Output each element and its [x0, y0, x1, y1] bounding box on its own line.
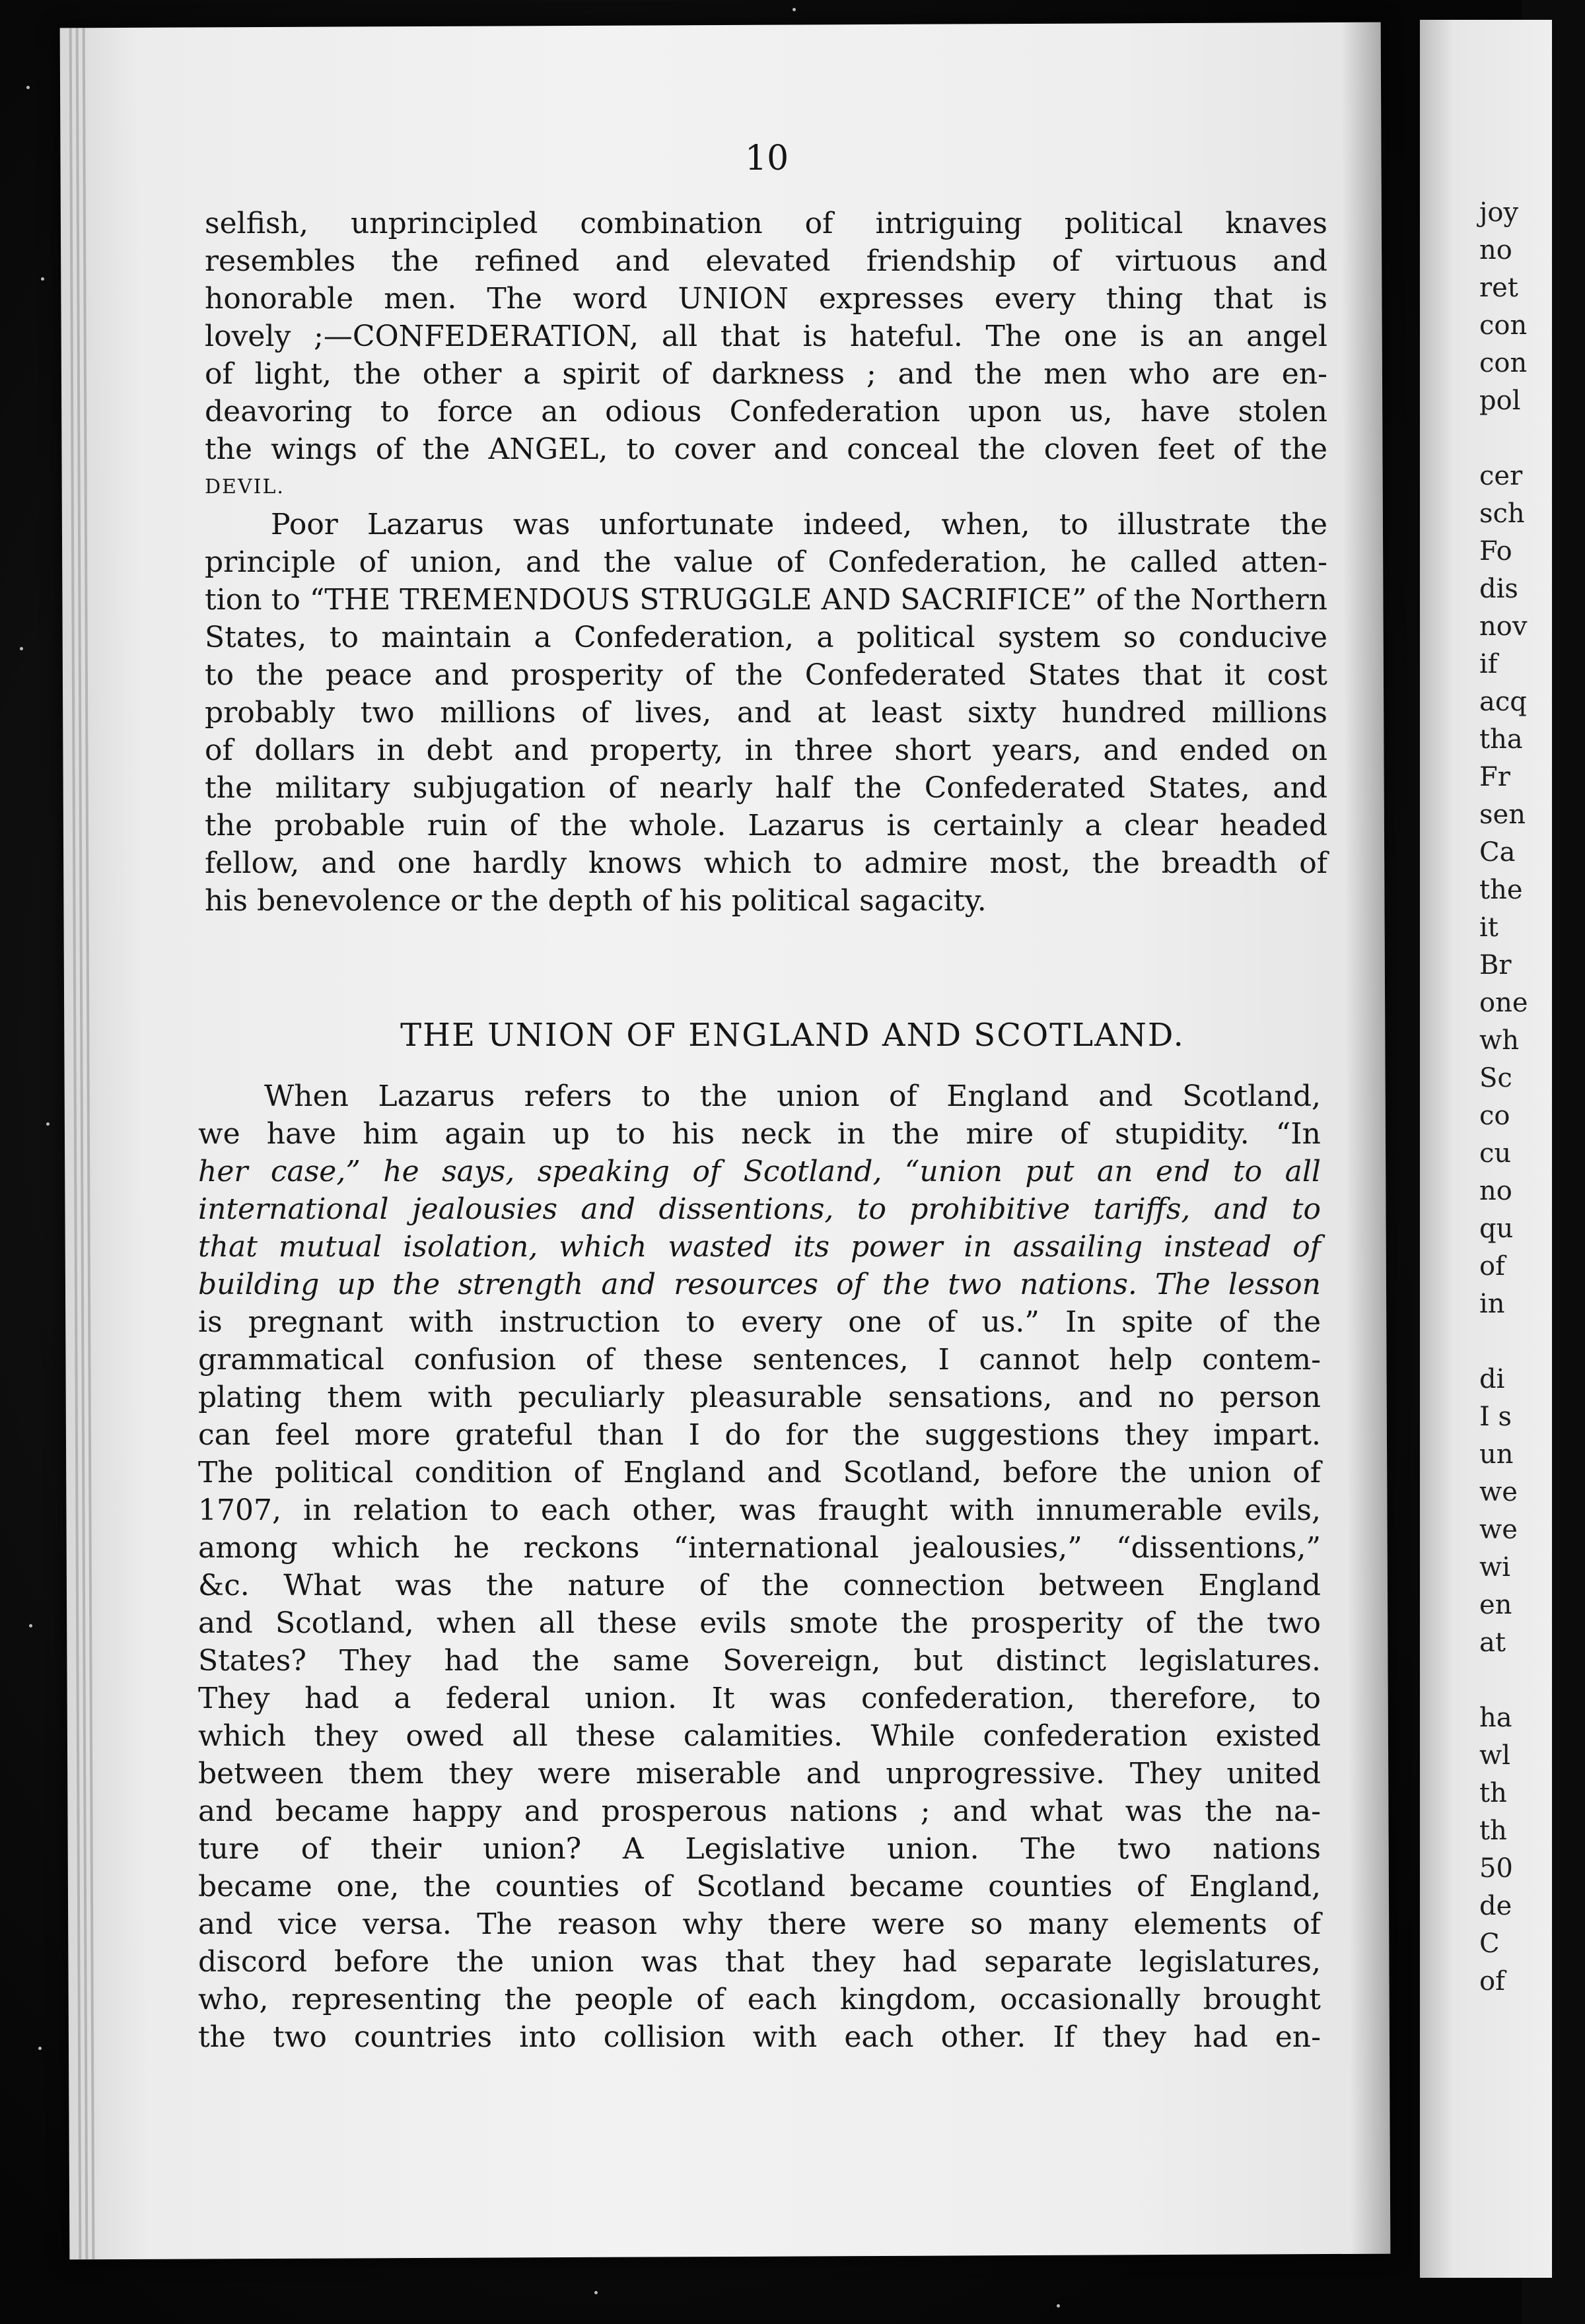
page-number: 10 [745, 139, 789, 178]
text-line: became one, the counties of Scotland became counties of England, [198, 1870, 1321, 1903]
facing-page-line: joy [1479, 197, 1519, 228]
text-line: the probable ruin of the whole. Lazarus is certainly a clear headed [205, 809, 1327, 842]
facing-page-line: tha [1479, 724, 1523, 755]
text-line: his benevolence or the depth of his political sagacity. [205, 884, 987, 918]
facing-page-line: con [1479, 310, 1528, 341]
text-line: States? They had the same Sovereign, but distinct legislatures. [198, 1644, 1321, 1678]
text-line: The political condition of England and Scotland, before the union of [198, 1456, 1321, 1489]
text-line: grammatical confusion of these sentences, I cannot help contem- [198, 1343, 1321, 1377]
facing-page-line: I s [1479, 1402, 1512, 1432]
binding-shadow [1341, 22, 1391, 2254]
text-line: building up the strength and resources of the two nations. The lesson [198, 1268, 1321, 1301]
text-line: discord before the union was that they had separate legislatures, [198, 1945, 1321, 1979]
text-line: her case,” he says, speaking of Scotland, “union put an end to all [198, 1155, 1321, 1188]
dust-speck [20, 647, 23, 650]
dust-speck [46, 1122, 50, 1126]
facing-page-line: th [1479, 1778, 1507, 1808]
facing-page-line [1479, 421, 1585, 456]
facing-page-line: en [1479, 1590, 1512, 1620]
facing-page-line: we [1479, 1477, 1518, 1507]
dust-speck [41, 277, 44, 281]
facing-page-line: of [1479, 1966, 1505, 1997]
text-line: and became happy and prosperous nations ; and what was the na- [198, 1794, 1321, 1828]
facing-page-line: Sc [1479, 1063, 1512, 1093]
facing-page-line: sen [1479, 800, 1526, 830]
text-line: to the peace and prosperity of the Confederated States that it cost [205, 658, 1327, 692]
facing-page-line: in [1479, 1289, 1505, 1319]
text-line: international jealousies and dissentions, to prohibitive tariffs, and to [198, 1192, 1321, 1226]
text-line: plating them with peculiarly pleasurable sensations, and no person [198, 1381, 1321, 1414]
facing-page-line: nov [1479, 611, 1528, 642]
text-line: between them they were miserable and unprogressive. They united [198, 1757, 1321, 1791]
facing-page-line: ha [1479, 1703, 1512, 1733]
text-line: resembles the refined and elevated friendship of virtuous and [205, 244, 1327, 278]
facing-page-line: un [1479, 1439, 1514, 1470]
paragraph-union [198, 1077, 1321, 2056]
text-line: of light, the other a spirit of darkness ; and the men who are en- [205, 357, 1327, 391]
text-line: principle of union, and the value of Confederation, he called atten- [205, 545, 1327, 579]
text-line: Poor Lazarus was unfortunate indeed, when, to illustrate the [271, 508, 1327, 541]
text-line: lovely ;—CONFEDERATION, all that is hateful. The one is an angel [205, 320, 1327, 353]
dust-speck [594, 2291, 598, 2294]
text-line: and Scotland, when all these evils smote the prosperity of the two [198, 1606, 1321, 1640]
facing-page-line: C [1479, 1929, 1500, 1959]
text-line: the wings of the ANGEL, to cover and conceal the cloven feet of the [205, 432, 1327, 466]
text-line: of dollars in debt and property, in three short years, and ended on [205, 734, 1327, 767]
dust-speck [792, 8, 796, 11]
text-line: They had a federal union. It was confederation, therefore, to [198, 1682, 1321, 1715]
facing-page-fragment [1420, 20, 1552, 2278]
facing-page-line: pol [1479, 386, 1521, 416]
dust-speck [1057, 2304, 1060, 2307]
facing-page-line: no [1479, 1176, 1512, 1206]
facing-page-line: acq [1479, 687, 1527, 717]
facing-page-line: Fr [1479, 762, 1510, 792]
facing-page-line: if [1479, 649, 1498, 679]
facing-page-line: de [1479, 1891, 1512, 1921]
facing-page-line: wl [1479, 1740, 1511, 1771]
facing-page-line: dis [1479, 574, 1518, 604]
facing-page-line: wh [1479, 1025, 1519, 1056]
text-line: tion to “THE TREMENDOUS STRUGGLE AND SACRIFICE” of the Northern [205, 583, 1327, 617]
paragraph-continuation [205, 205, 1327, 506]
text-line: among which he reckons “international jealousies,” “dissentions,” [198, 1531, 1321, 1565]
facing-page-line: co [1479, 1101, 1510, 1131]
text-line: the military subjugation of nearly half the Confederated States, and [205, 771, 1327, 805]
text-line: &c. What was the nature of the connection between England [198, 1569, 1321, 1602]
paragraph-lazarus [205, 506, 1327, 920]
facing-page-line: wi [1479, 1552, 1511, 1583]
section-heading: THE UNION OF ENGLAND AND SCOTLAND. [400, 1017, 1185, 1054]
body-text-top [205, 205, 1327, 920]
facing-page-line: Fo [1479, 536, 1512, 566]
facing-page-line: the [1479, 875, 1523, 905]
text-line: States, to maintain a Confederation, a political system so conducive [205, 621, 1327, 654]
text-line: DEVIL. [205, 475, 285, 498]
dust-speck [26, 86, 30, 89]
text-line: honorable men. The word UNION expresses every thing that is [205, 282, 1327, 316]
dust-speck [38, 2047, 42, 2050]
facing-page-line: one [1479, 988, 1528, 1018]
facing-page-line: Br [1479, 950, 1512, 980]
text-line: selfish, unprincipled combination of intriguing political knaves [205, 207, 1327, 240]
facing-page-line: sch [1479, 498, 1525, 529]
facing-page-line: ret [1479, 273, 1518, 303]
text-line: When Lazarus refers to the union of England and Scotland, [264, 1079, 1321, 1113]
facing-page-line: th [1479, 1816, 1507, 1846]
body-text-bottom [198, 1077, 1321, 2056]
facing-page-line: Ca [1479, 837, 1516, 868]
facing-page-line: it [1479, 912, 1498, 943]
text-line: is pregnant with instruction to every one of us.” In spite of the [198, 1305, 1321, 1339]
facing-page-line: no [1479, 235, 1512, 265]
facing-page-line: at [1479, 1627, 1506, 1658]
text-line: we have him again up to his neck in the mire of stupidity. “In [198, 1117, 1321, 1151]
facing-page-line: 50 [1479, 1853, 1513, 1884]
facing-page-line: con [1479, 348, 1528, 378]
facing-page-line: cu [1479, 1138, 1512, 1169]
dust-speck [29, 1624, 32, 1627]
text-line: probably two millions of lives, and at least sixty hundred millions [205, 696, 1327, 730]
facing-page-line [1479, 1662, 1585, 1698]
text-line: deavoring to force an odious Confederation upon us, have stolen [205, 395, 1327, 428]
facing-page-line [1479, 1324, 1585, 1359]
text-line: 1707, in relation to each other, was fraught with innumerable evils, [198, 1493, 1321, 1527]
text-line: can feel more grateful than I do for the suggestions they impart. [198, 1418, 1321, 1452]
text-line: which they owed all these calamities. While confederation existed [198, 1719, 1321, 1753]
facing-page-line: cer [1479, 461, 1523, 491]
facing-page-line: of [1479, 1251, 1505, 1282]
text-line: that mutual isolation, which wasted its power in assailing instead of [198, 1230, 1321, 1264]
text-line: ture of their union? A Legislative union. The two nations [198, 1832, 1321, 1866]
text-line: fellow, and one hardly knows which to admire most, the breadth of [205, 846, 1327, 880]
text-line: and vice versa. The reason why there were so many elements of [198, 1907, 1321, 1941]
text-line: the two countries into collision with each other. If they had en- [198, 2020, 1321, 2054]
facing-page-line: qu [1479, 1213, 1514, 1244]
facing-page-line: di [1479, 1364, 1505, 1394]
text-line: who, representing the people of each kingdom, occasionally brought [198, 1983, 1321, 2016]
facing-page-line: we [1479, 1515, 1518, 1545]
